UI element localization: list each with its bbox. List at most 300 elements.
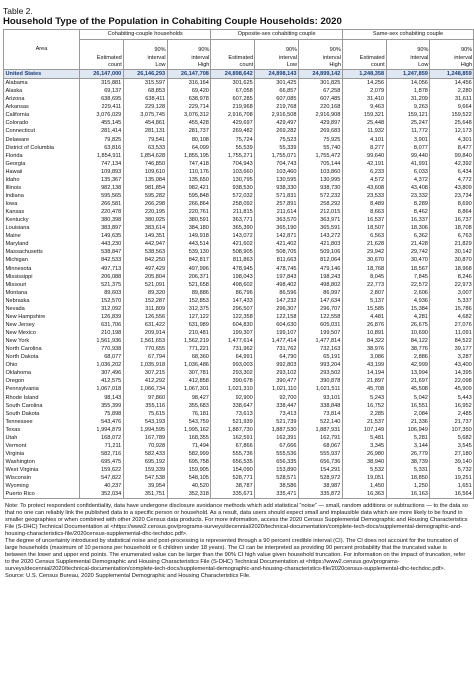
value-cell: 21,897 <box>342 377 386 385</box>
value-cell: 1,248,859 <box>430 70 474 79</box>
value-cell: 22,773 <box>342 281 386 289</box>
area-name-cell: Minnesota <box>4 265 80 273</box>
value-cell: 538,847 <box>80 248 124 256</box>
value-cell: 84,122 <box>386 337 430 345</box>
value-cell: 67,258 <box>299 87 343 95</box>
table-row <box>4 119 474 127</box>
value-cell: 39,177 <box>430 345 474 353</box>
column-subheader-line: count <box>239 61 254 68</box>
value-cell: 21,697 <box>386 377 430 385</box>
value-cell: 5,042 <box>386 394 430 402</box>
area-name-cell: Arkansas <box>4 103 80 111</box>
value-cell: 79,825 <box>80 136 124 144</box>
value-cell: 73,413 <box>255 410 299 418</box>
value-cell: 86,796 <box>211 289 255 297</box>
value-cell: 269,683 <box>299 127 343 135</box>
value-cell: 296,707 <box>299 305 343 313</box>
value-cell: 293,302 <box>211 369 255 377</box>
value-cell: 383,614 <box>123 224 167 232</box>
value-cell: 8,864 <box>430 208 474 216</box>
table-row <box>4 200 474 208</box>
value-cell: 99,640 <box>342 152 386 160</box>
value-cell: 45,708 <box>342 385 386 393</box>
column-subheader-line: High <box>460 61 473 68</box>
area-name-cell: Nebraska <box>4 297 80 305</box>
value-cell: 6,233 <box>342 168 386 176</box>
value-cell: 631,989 <box>167 321 211 329</box>
value-cell: 315,881 <box>80 79 124 88</box>
value-cell: 18,306 <box>386 224 430 232</box>
value-cell: 4,572 <box>342 176 386 184</box>
value-cell: 1,755,472 <box>299 152 343 160</box>
area-name-cell: Iowa <box>4 200 80 208</box>
table-row <box>4 168 474 176</box>
value-cell: 16,564 <box>430 490 474 499</box>
value-cell: 1,755,071 <box>255 152 299 160</box>
group-header-same-sex: Same-sex cohabiting couple <box>342 30 473 40</box>
table-row <box>4 289 474 297</box>
value-cell: 67,666 <box>255 442 299 450</box>
column-subheader-line: Low <box>418 61 429 68</box>
value-cell: 296,307 <box>255 305 299 313</box>
value-cell: 571,831 <box>255 192 299 200</box>
value-cell: 509,106 <box>299 248 343 256</box>
value-cell: 412,575 <box>80 377 124 385</box>
value-cell: 110,176 <box>167 168 211 176</box>
value-cell: 30,470 <box>386 256 430 264</box>
value-cell: 24,899,142 <box>299 70 343 79</box>
area-name-cell: North Dakota <box>4 353 80 361</box>
value-cell: 135,650 <box>167 176 211 184</box>
value-cell: 747,418 <box>167 160 211 168</box>
column-subheader <box>430 40 474 70</box>
value-cell: 211,815 <box>211 208 255 216</box>
value-cell: 770,938 <box>80 345 124 353</box>
value-cell: 122,558 <box>299 313 343 321</box>
column-subheader <box>386 40 430 70</box>
value-cell: 1,994,879 <box>80 426 124 434</box>
value-cell: 548,105 <box>167 474 211 482</box>
value-cell: 390,878 <box>299 377 343 385</box>
value-cell: 363,570 <box>255 216 299 224</box>
value-cell: 210,481 <box>167 329 211 337</box>
value-cell: 454,861 <box>123 119 167 127</box>
value-cell: 365,591 <box>299 224 343 232</box>
area-name-cell: Tennessee <box>4 418 80 426</box>
value-cell: 76,181 <box>167 410 211 418</box>
area-name-cell: Indiana <box>4 192 80 200</box>
value-cell: 3,545 <box>430 442 474 450</box>
table-row <box>4 361 474 369</box>
value-cell: 23,533 <box>342 192 386 200</box>
value-cell: 1,994,595 <box>123 426 167 434</box>
value-cell: 8,289 <box>386 200 430 208</box>
value-cell: 5,443 <box>430 394 474 402</box>
value-cell: 582,999 <box>167 450 211 458</box>
value-cell: 40,520 <box>167 482 211 490</box>
value-cell: 335,872 <box>299 490 343 499</box>
value-cell: 498,802 <box>299 281 343 289</box>
value-cell: 842,817 <box>167 256 211 264</box>
value-cell: 281,737 <box>167 127 211 135</box>
value-cell: 746,850 <box>123 160 167 168</box>
table-row <box>4 313 474 321</box>
value-cell: 99,840 <box>430 152 474 160</box>
value-cell: 1,995,162 <box>167 426 211 434</box>
area-name-cell: New Mexico <box>4 329 80 337</box>
value-cell: 68,360 <box>167 353 211 361</box>
table-row <box>4 305 474 313</box>
table-row <box>4 394 474 402</box>
table-row <box>4 434 474 442</box>
table-notes <box>3 503 471 580</box>
value-cell: 18,968 <box>430 265 474 273</box>
value-cell: 380,025 <box>123 216 167 224</box>
value-cell: 335,471 <box>255 490 299 499</box>
value-cell: 26,980 <box>342 450 386 458</box>
value-cell: 993,204 <box>299 361 343 369</box>
column-subheader <box>167 40 211 70</box>
value-cell: 21,336 <box>386 418 430 426</box>
value-cell: 380,591 <box>167 216 211 224</box>
value-cell: 656,535 <box>211 458 255 466</box>
value-cell: 508,905 <box>211 248 255 256</box>
value-cell: 1,067,301 <box>167 385 211 393</box>
area-name-cell: Pennsylvania <box>4 385 80 393</box>
value-cell: 5,137 <box>342 297 386 305</box>
value-cell: 16,551 <box>386 402 430 410</box>
value-cell: 363,771 <box>211 216 255 224</box>
value-cell: 168,355 <box>167 434 211 442</box>
value-cell: 16,537 <box>342 216 386 224</box>
value-cell: 9,664 <box>430 103 474 111</box>
value-cell: 695,758 <box>167 458 211 466</box>
value-cell: 64,790 <box>255 353 299 361</box>
table-row <box>4 369 474 377</box>
value-cell: 22,572 <box>386 281 430 289</box>
table-row <box>4 103 474 111</box>
value-cell: 26,147,000 <box>80 70 124 79</box>
value-cell: 209,914 <box>123 329 167 337</box>
value-cell: 14,256 <box>342 79 386 88</box>
table-row <box>4 402 474 410</box>
value-cell: 528,571 <box>255 474 299 482</box>
table-row <box>4 127 474 135</box>
value-cell: 69,420 <box>167 87 211 95</box>
value-cell: 152,287 <box>123 297 167 305</box>
value-cell: 1,035,918 <box>123 361 167 369</box>
value-cell: 75,925 <box>299 136 343 144</box>
value-cell: 1,036,202 <box>80 361 124 369</box>
value-cell: 351,751 <box>123 490 167 499</box>
value-cell: 143,272 <box>299 232 343 240</box>
value-cell: 1,755,271 <box>211 152 255 160</box>
value-cell: 380,398 <box>80 216 124 224</box>
value-cell: 8,077 <box>386 144 430 152</box>
value-cell: 29,742 <box>386 248 430 256</box>
value-cell: 4,936 <box>386 297 430 305</box>
table-row <box>4 224 474 232</box>
value-cell: 656,335 <box>255 458 299 466</box>
value-cell: 3,345 <box>342 442 386 450</box>
area-name-cell: Alabama <box>4 79 80 88</box>
value-cell: 55,339 <box>255 144 299 152</box>
value-cell: 8,690 <box>430 200 474 208</box>
area-name-cell: Idaho <box>4 176 80 184</box>
value-cell: 42,999 <box>386 361 430 369</box>
value-cell: 281,131 <box>123 127 167 135</box>
value-cell: 2,807 <box>342 289 386 297</box>
value-cell: 11,772 <box>386 127 430 135</box>
value-cell: 67,794 <box>123 353 167 361</box>
area-name-cell: Montana <box>4 289 80 297</box>
column-subheader-line: High <box>197 61 210 68</box>
value-cell: 497,996 <box>167 265 211 273</box>
table-row <box>4 208 474 216</box>
value-cell: 695,475 <box>80 458 124 466</box>
value-cell: 365,390 <box>211 224 255 232</box>
area-name-cell: Florida <box>4 152 80 160</box>
value-cell: 421,803 <box>299 240 343 248</box>
table-row <box>4 111 474 119</box>
value-cell: 429,697 <box>211 119 255 127</box>
value-cell: 522,140 <box>299 418 343 426</box>
value-cell: 4,682 <box>430 313 474 321</box>
value-cell: 521,375 <box>80 281 124 289</box>
value-cell: 982,421 <box>167 184 211 192</box>
value-cell: 89,603 <box>80 289 124 297</box>
national-total-row <box>4 70 474 79</box>
column-subheader <box>211 40 255 70</box>
area-name-cell: New Hampshire <box>4 313 80 321</box>
value-cell: 2,084 <box>386 410 430 418</box>
value-cell: 257,891 <box>255 200 299 208</box>
value-cell: 14,194 <box>342 369 386 377</box>
column-subheader <box>342 40 386 70</box>
value-cell: 3,086 <box>342 353 386 361</box>
value-cell: 63,816 <box>80 144 124 152</box>
table-row <box>4 248 474 256</box>
value-cell: 38,940 <box>342 458 386 466</box>
value-cell: 1,250 <box>386 482 430 490</box>
value-cell: 229,714 <box>167 103 211 111</box>
value-cell: 508,705 <box>255 248 299 256</box>
value-cell: 1,561,653 <box>123 337 167 345</box>
value-cell: 5,281 <box>386 434 430 442</box>
value-cell: 26,779 <box>386 450 430 458</box>
value-cell: 15,786 <box>430 305 474 313</box>
value-cell: 315,597 <box>123 79 167 88</box>
value-cell: 153,890 <box>255 466 299 474</box>
value-cell: 296,507 <box>211 305 255 313</box>
value-cell: 365,190 <box>255 224 299 232</box>
value-cell: 555,736 <box>211 450 255 458</box>
value-cell: 421,402 <box>255 240 299 248</box>
value-cell: 65,191 <box>299 353 343 361</box>
table-row <box>4 321 474 329</box>
value-cell: 6,763 <box>430 232 474 240</box>
value-cell: 412,858 <box>167 377 211 385</box>
note-uncertainty: The degree of uncertainty introduced by statistical noise and post-processing is represented through a 90 percent credible interval (CI). The CI does not account for the truncation of large households (maximum of 10 persons per household or 6 children under 18 years). The CI can be interpreted as providing 90 percent probability that the truncated value is between the lower and upper end points. The enumerated value can be larger than the 90% CI high value given household truncation. For information on the impact of truncation, refer to the 2020 Census Supplemental Demographic and Housing Characteristics File (S-DHC) Technical Documentation at <https://www2.census.gov/programs-surveys/decennial/2020/technical-documentation/complete-tech-docs/supplemental-demographic-and-housing-characteristics-file/2020census-supplemental-dhc-techdoc.pdf>. <box>5 538 466 573</box>
value-cell: 15,384 <box>386 305 430 313</box>
value-cell: 16,363 <box>342 490 386 499</box>
value-cell: 38,976 <box>342 345 386 353</box>
value-cell: 478,945 <box>211 265 255 273</box>
table-row <box>4 192 474 200</box>
value-cell: 168,072 <box>80 434 124 442</box>
table-row <box>4 281 474 289</box>
value-cell: 92,900 <box>211 394 255 402</box>
value-cell: 338,848 <box>299 402 343 410</box>
value-cell: 355,399 <box>80 402 124 410</box>
column-subheader-line: 90% <box>417 47 429 54</box>
value-cell: 6,033 <box>386 168 430 176</box>
value-cell: 543,759 <box>167 418 211 426</box>
column-subheader-line: count <box>370 61 385 68</box>
group-header-cohabiting: Cohabiting-couple households <box>80 30 211 40</box>
value-cell: 572,232 <box>299 192 343 200</box>
value-cell: 363,971 <box>299 216 343 224</box>
value-cell: 312,092 <box>80 305 124 313</box>
value-cell: 13,994 <box>386 369 430 377</box>
value-cell: 64,099 <box>167 144 211 152</box>
area-name-cell: Alaska <box>4 87 80 95</box>
value-cell: 149,635 <box>80 232 124 240</box>
value-cell: 638,695 <box>80 95 124 103</box>
table-row <box>4 144 474 152</box>
value-cell: 159,522 <box>430 111 474 119</box>
value-cell: 38,987 <box>299 482 343 490</box>
area-name-cell: Wyoming <box>4 482 80 490</box>
value-cell: 75,615 <box>123 410 167 418</box>
column-subheader-line: Estimated <box>96 54 122 61</box>
value-cell: 14,456 <box>430 79 474 88</box>
value-cell: 40,237 <box>80 482 124 490</box>
value-cell: 307,496 <box>80 369 124 377</box>
value-cell: 43,400 <box>430 361 474 369</box>
value-cell: 607,285 <box>211 95 255 103</box>
table-row <box>4 490 474 499</box>
area-name-cell: Louisiana <box>4 224 80 232</box>
value-cell: 86,596 <box>255 289 299 297</box>
value-cell: 3,144 <box>386 442 430 450</box>
value-cell: 45,909 <box>430 385 474 393</box>
value-cell: 335,671 <box>211 490 255 499</box>
value-cell: 528,771 <box>211 474 255 482</box>
table-title: Household Type of the Population in Cohabiting Couple Households: 2020 <box>3 16 342 27</box>
value-cell: 993,003 <box>211 361 255 369</box>
table-row <box>4 297 474 305</box>
value-cell: 38,586 <box>255 482 299 490</box>
value-cell: 1,036,486 <box>167 361 211 369</box>
area-name-cell: Oklahoma <box>4 369 80 377</box>
value-cell: 443,230 <box>80 240 124 248</box>
value-cell: 16,952 <box>430 402 474 410</box>
value-cell: 312,375 <box>167 305 211 313</box>
area-name-cell: United States <box>4 70 80 79</box>
value-cell: 842,250 <box>123 256 167 264</box>
value-cell: 109,610 <box>123 168 167 176</box>
value-cell: 84,522 <box>430 337 474 345</box>
value-cell: 269,282 <box>255 127 299 135</box>
column-subheader-line: Estimated <box>359 54 385 61</box>
value-cell: 122,358 <box>211 313 255 321</box>
value-cell: 301,825 <box>299 79 343 88</box>
note-source: Source: U.S. Census Bureau, 2020 Supplemental Demographic and Housing Characteristics File. <box>5 573 251 580</box>
value-cell: 2,079 <box>342 87 386 95</box>
value-cell: 26,876 <box>342 321 386 329</box>
value-cell: 497,429 <box>123 265 167 273</box>
table-row <box>4 450 474 458</box>
value-cell: 4,101 <box>342 136 386 144</box>
value-cell: 27,180 <box>430 450 474 458</box>
table-row <box>4 353 474 361</box>
value-cell: 26,147,708 <box>167 70 211 79</box>
value-cell: 307,781 <box>167 369 211 377</box>
table-row <box>4 240 474 248</box>
value-cell: 5,331 <box>386 466 430 474</box>
value-cell: 4,281 <box>386 313 430 321</box>
value-cell: 69,137 <box>80 87 124 95</box>
value-cell: 497,713 <box>80 265 124 273</box>
value-cell: 206,371 <box>167 273 211 281</box>
area-name-cell: Mississippi <box>4 273 80 281</box>
value-cell: 3,076,312 <box>167 111 211 119</box>
value-cell: 338,647 <box>211 402 255 410</box>
value-cell: 31,410 <box>342 95 386 103</box>
value-cell: 31,209 <box>386 95 430 103</box>
table-row <box>4 458 474 466</box>
value-cell: 705,144 <box>299 160 343 168</box>
value-cell: 352,318 <box>167 490 211 499</box>
value-cell: 15,585 <box>342 305 386 313</box>
column-subheader <box>299 40 343 70</box>
value-cell: 1,247,859 <box>386 70 430 79</box>
value-cell: 6,563 <box>342 232 386 240</box>
value-cell: 107,149 <box>342 426 386 434</box>
value-cell: 538,563 <box>123 248 167 256</box>
value-cell: 631,706 <box>80 321 124 329</box>
area-name-cell: Rhode Island <box>4 394 80 402</box>
value-cell: 595,848 <box>167 192 211 200</box>
area-name-cell: West Virginia <box>4 466 80 474</box>
value-cell: 16,337 <box>386 216 430 224</box>
value-cell: 2,485 <box>430 410 474 418</box>
value-cell: 1,887,931 <box>299 426 343 434</box>
value-cell: 1,067,018 <box>80 385 124 393</box>
value-cell: 167,789 <box>123 434 167 442</box>
value-cell: 135,367 <box>80 176 124 184</box>
area-name-cell: Hawaii <box>4 168 80 176</box>
value-cell: 1,248,358 <box>342 70 386 79</box>
value-cell: 130,995 <box>299 176 343 184</box>
value-cell: 162,391 <box>255 434 299 442</box>
value-cell: 266,298 <box>123 200 167 208</box>
area-name-cell: South Carolina <box>4 402 80 410</box>
table-row <box>4 87 474 95</box>
value-cell: 31,611 <box>430 95 474 103</box>
value-cell: 695,192 <box>123 458 167 466</box>
value-cell: 24,898,143 <box>255 70 299 79</box>
value-cell: 938,330 <box>255 184 299 192</box>
value-cell: 10,891 <box>342 329 386 337</box>
value-cell: 55,539 <box>211 144 255 152</box>
value-cell: 981,854 <box>123 184 167 192</box>
value-cell: 219,968 <box>211 103 255 111</box>
value-cell: 220,195 <box>123 208 167 216</box>
value-cell: 1,477,614 <box>211 337 255 345</box>
column-subheader-line: 90% <box>198 47 210 54</box>
